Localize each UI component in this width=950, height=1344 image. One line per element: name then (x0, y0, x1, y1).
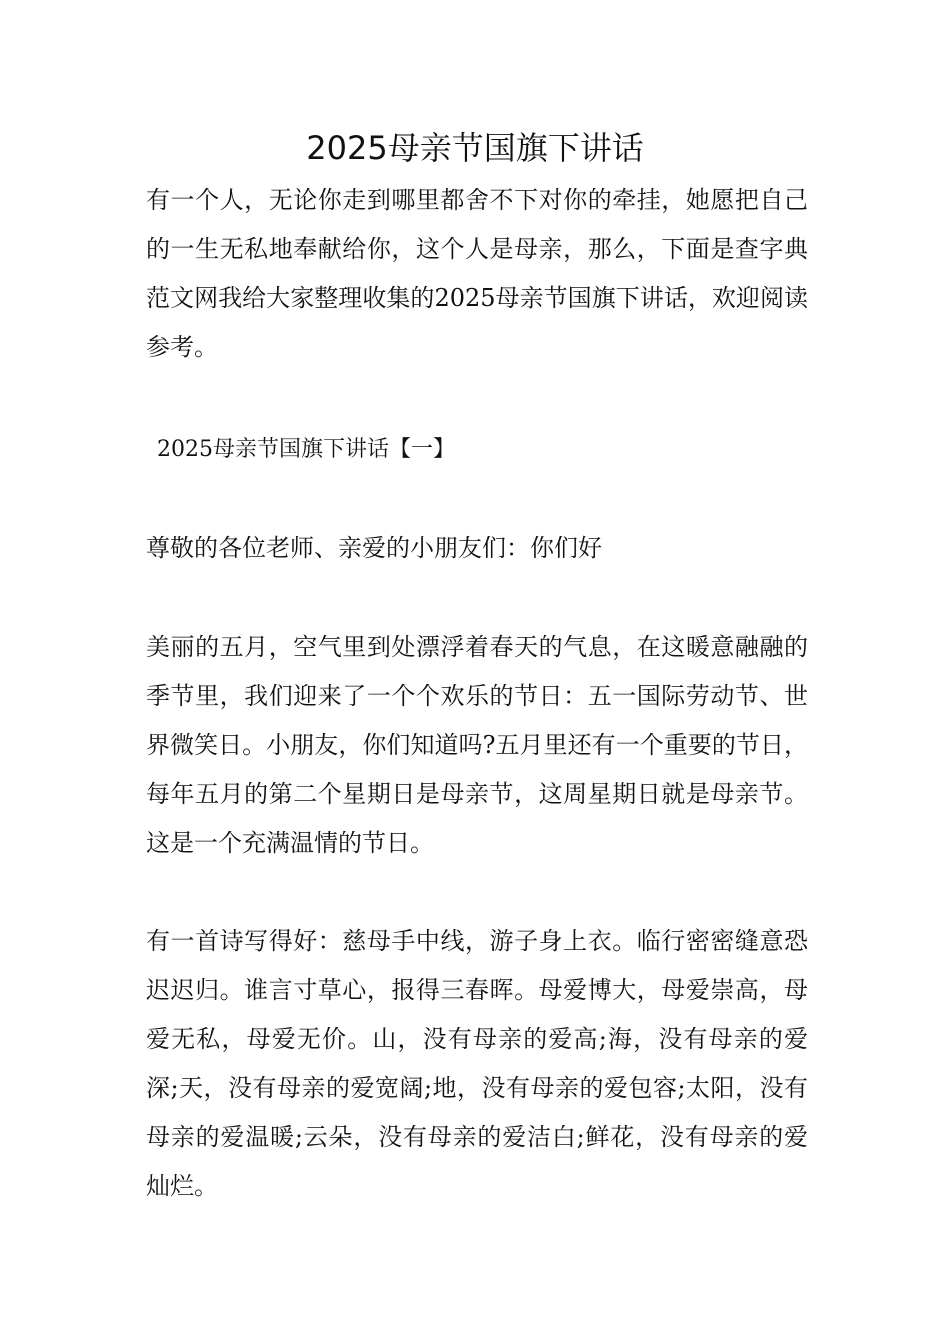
section-heading: 2025母亲节国旗下讲话【一】 (157, 437, 455, 462)
document-title: 2025母亲节国旗下讲话 (306, 129, 644, 167)
body-paragraph: 有一首诗写得好：慈母手中线，游子身上衣。临行密密缝意恐迟迟归。谁言寸草心，报得三春晖。母爱博大，母爱崇高，母爱无私，母爱无价。山，没有母亲的爱高;海，没有母亲的爱深;天，没有母亲的爱宽阔;地，没有母亲的爱包容;太阳，没有母亲的爱温暖;云朵，没有母亲的爱洁白;鲜花，没有母亲的爱灿烂。 (146, 927, 808, 1200)
body-paragraph: 美丽的五月，空气里到处漂浮着春天的气息，在这暖意融融的季节里，我们迎来了一个个欢乐的节日：五一国际劳动节、世界微笑日。小朋友，你们知道吗?五月里还有一个重要的节日，每年五月的第二个星期日是母亲节，这周星期日就是母亲节。这是一个充满温情的节日。 (146, 633, 808, 857)
greeting-line: 尊敬的各位老师、亲爱的小朋友们：你们好 (146, 534, 602, 562)
intro-paragraph: 有一个人，无论你走到哪里都舍不下对你的牵挂，她愿把自己的一生无私地奉献给你，这个人是母亲，那么，下面是查字典范文网我给大家整理收集的2025母亲节国旗下讲话，欢迎阅读参考。 (146, 186, 808, 361)
